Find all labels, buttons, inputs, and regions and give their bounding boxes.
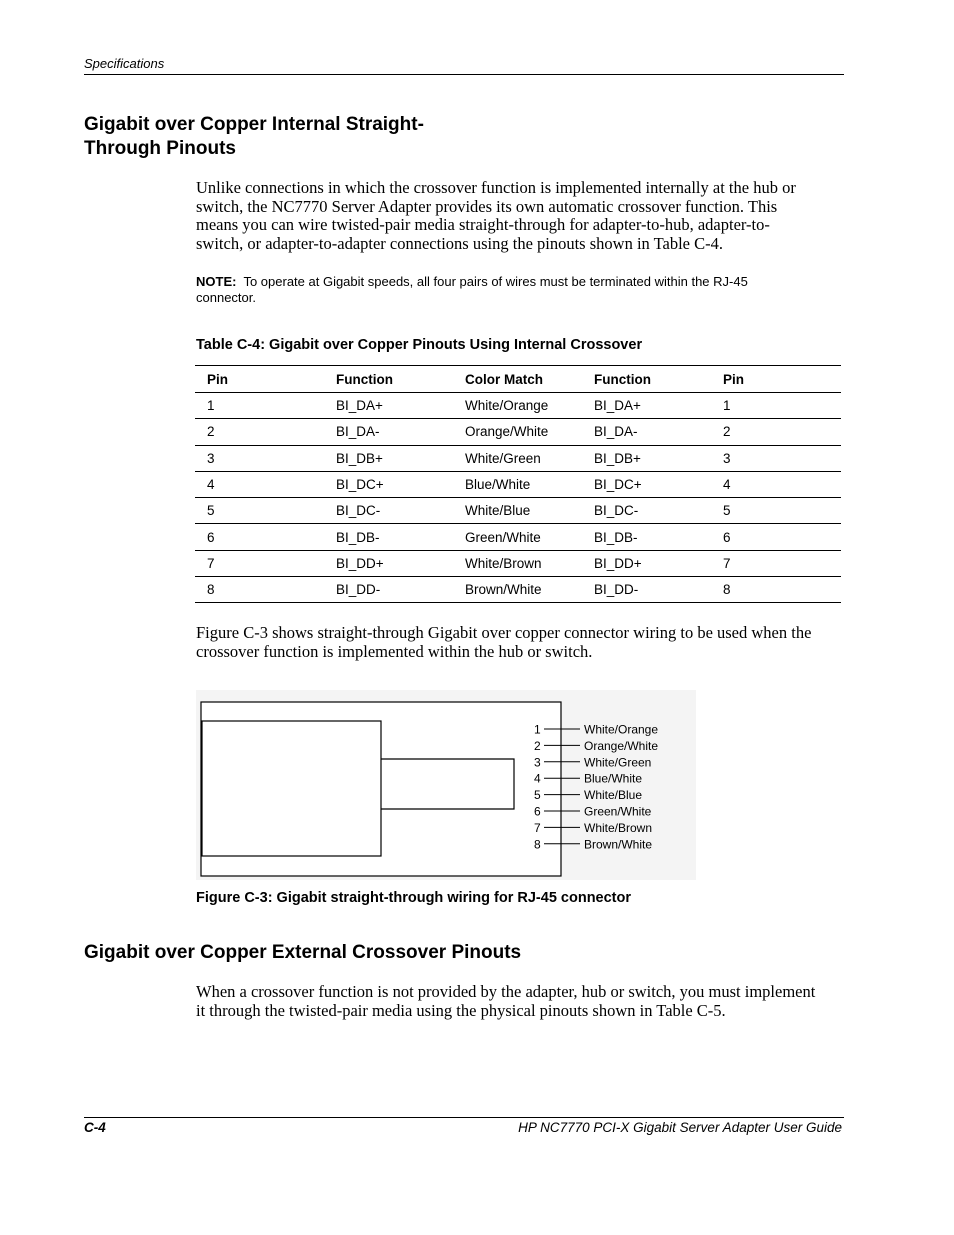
- table-cell: BI_DC+: [324, 471, 453, 497]
- table-row: [195, 550, 841, 576]
- pin-number: 1: [534, 722, 541, 737]
- paragraph-line: crossover function is implemented within the hub or switch.: [196, 641, 593, 661]
- pin-number: 7: [534, 820, 541, 835]
- paragraph-line: Figure C-3 shows straight-through Gigabit over copper connector wiring to be used when the: [196, 623, 812, 642]
- table-cell: BI_DD+: [582, 550, 711, 576]
- table-cell: BI_DC+: [582, 471, 711, 497]
- pin-color-label: White/Orange: [584, 722, 659, 737]
- paragraph-line: When a crossover function is not provided by the adapter, hub or switch, you must implement: [196, 982, 816, 1001]
- table-row: [195, 524, 841, 550]
- table-cell: 8: [711, 577, 841, 603]
- table-cell: 6: [195, 524, 324, 550]
- column-header: Color Match: [453, 366, 582, 393]
- table-cell: BI_DB+: [324, 445, 453, 471]
- pin-color-label: Green/White: [584, 804, 652, 819]
- table-cell: BI_DA-: [324, 419, 453, 445]
- paragraph-line: means you can wire twisted-pair media straight-through for adapter-to-hub, adapter-to-: [196, 215, 770, 235]
- table-cell: BI_DB+: [582, 445, 711, 471]
- pin-color-label: Blue/White: [584, 771, 643, 786]
- table-cell: White/Blue: [453, 498, 582, 524]
- running-header: Specifications: [84, 56, 165, 71]
- table-cell: 6: [711, 524, 841, 550]
- table-cell: BI_DD+: [324, 550, 453, 576]
- table-cell: BI_DA-: [582, 419, 711, 445]
- table-cell: 1: [195, 393, 324, 419]
- table-cell: 7: [711, 550, 841, 576]
- table-row: [195, 419, 841, 445]
- table-cell: 3: [711, 445, 841, 471]
- paragraph-line: switch, the NC7770 Server Adapter provides its own automatic crossover function. This: [196, 196, 778, 216]
- table-cell: White/Green: [453, 445, 582, 471]
- column-header: Function: [324, 366, 453, 393]
- intro-paragraph: [196, 179, 846, 254]
- section-heading-external: Gigabit over Copper External Crossover Pinouts: [84, 942, 522, 963]
- pin-color-label: Orange/White: [584, 738, 659, 753]
- table-cell: Green/White: [453, 524, 582, 550]
- note-text-2: connector.: [196, 290, 256, 305]
- pin-color-label: Brown/White: [584, 837, 653, 852]
- page-number: C-4: [84, 1120, 106, 1135]
- paragraph-line: Unlike connections in which the crossover function is implemented internally at the hub or: [196, 178, 796, 197]
- pin-number: 6: [534, 804, 541, 819]
- column-header: Function: [582, 366, 711, 393]
- table-cell: White/Brown: [453, 550, 582, 576]
- table-row: [195, 577, 841, 603]
- header-rule: [84, 74, 844, 75]
- table-row: [195, 471, 841, 497]
- note-block: [196, 274, 846, 306]
- table-cell: Brown/White: [453, 577, 582, 603]
- crossover-paragraph: [196, 983, 846, 1020]
- table-cell: BI_DA+: [582, 393, 711, 419]
- pin-color-label: White/Green: [584, 755, 652, 770]
- pin-number: 3: [534, 755, 541, 770]
- table-cell: BI_DA+: [324, 393, 453, 419]
- table-cell: BI_DC-: [582, 498, 711, 524]
- table-cell: 4: [195, 471, 324, 497]
- table-cell: BI_DB-: [582, 524, 711, 550]
- pinout-table: [195, 365, 841, 603]
- table-cell: BI_DD-: [582, 577, 711, 603]
- figure-intro-paragraph: [196, 624, 846, 661]
- table-cell: 4: [711, 471, 841, 497]
- table-cell: 5: [711, 498, 841, 524]
- footer-rule: [84, 1117, 844, 1118]
- heading-line-1: Gigabit over Copper Internal Straight-: [84, 114, 424, 135]
- table-row: [195, 498, 841, 524]
- table-cell: Orange/White: [453, 419, 582, 445]
- rj45-wiring-diagram: [196, 690, 696, 880]
- note-text: To operate at Gigabit speeds, all four pairs of wires must be terminated within the RJ-45: [243, 274, 748, 289]
- heading-line-2: Through Pinouts: [84, 138, 236, 159]
- table-cell: 5: [195, 498, 324, 524]
- table-cell: BI_DD-: [324, 577, 453, 603]
- table-cell: BI_DC-: [324, 498, 453, 524]
- connector-body: [202, 721, 381, 856]
- table-row: [195, 393, 841, 419]
- table-cell: 2: [195, 419, 324, 445]
- section-heading-internal: [84, 113, 424, 161]
- guide-title: HP NC7770 PCI-X Gigabit Server Adapter User Guide: [518, 1120, 842, 1135]
- table-cell: 8: [195, 577, 324, 603]
- table-cell: 7: [195, 550, 324, 576]
- note-label: NOTE:: [196, 274, 237, 289]
- column-header: Pin: [195, 366, 324, 393]
- table-cell: 2: [711, 419, 841, 445]
- figure-caption: Figure C-3: Gigabit straight-through wiring for RJ-45 connector: [196, 890, 632, 906]
- pin-number: 4: [534, 771, 541, 786]
- table-header-row: [195, 366, 841, 393]
- table-cell: White/Orange: [453, 393, 582, 419]
- pin-number: 8: [534, 837, 541, 852]
- pin-color-label: White/Blue: [584, 788, 643, 803]
- table-caption: Table C-4: Gigabit over Copper Pinouts Using Internal Crossover: [196, 337, 643, 353]
- paragraph-line: it through the twisted-pair media using the physical pinouts shown in Table C-5.: [196, 1000, 726, 1020]
- table-cell: 1: [711, 393, 841, 419]
- pin-number: 2: [534, 738, 541, 753]
- pin-color-label: White/Brown: [584, 820, 653, 835]
- table-cell: Blue/White: [453, 471, 582, 497]
- paragraph-line: switch, or adapter-to-adapter connections using the pinouts shown in Table C-4.: [196, 234, 724, 254]
- column-header: Pin: [711, 366, 841, 393]
- pin-number: 5: [534, 788, 541, 803]
- table-cell: 3: [195, 445, 324, 471]
- table-row: [195, 445, 841, 471]
- table-cell: BI_DB-: [324, 524, 453, 550]
